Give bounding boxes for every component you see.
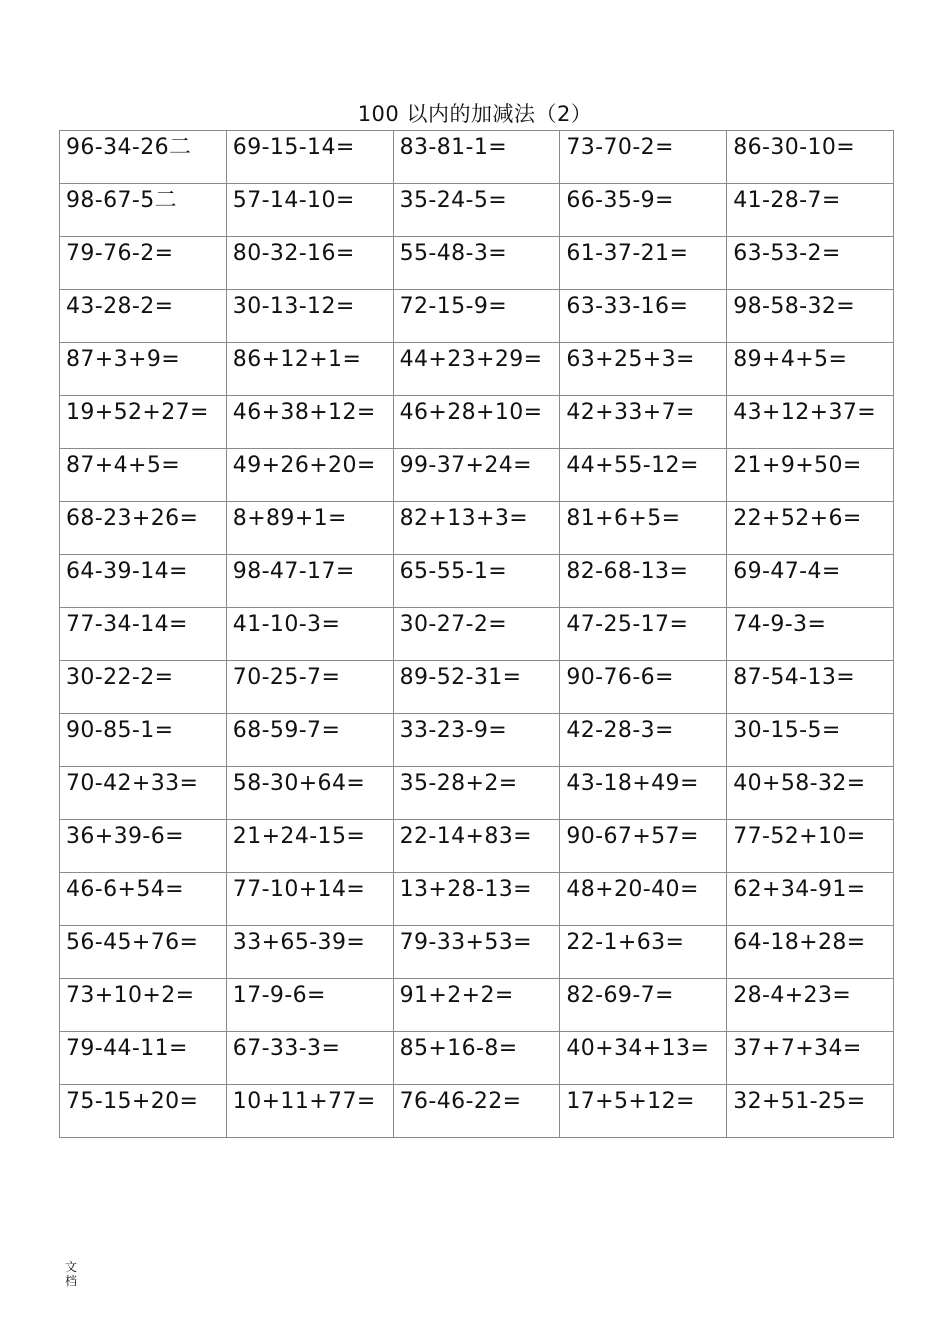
problem-cell <box>393 449 560 502</box>
problem-text: 82+13+3= <box>399 506 529 531</box>
problem-text: 99-37+24= <box>399 453 532 478</box>
problem-text: 28-4+23= <box>733 983 852 1008</box>
problem-text: 46+38+12= <box>232 400 376 425</box>
problem-text: 86-30-10= <box>733 135 856 160</box>
problem-text: 68-23+26= <box>66 506 199 531</box>
problem-cell <box>60 396 227 449</box>
problem-text: 17+5+12= <box>566 1089 695 1114</box>
problem-cell <box>393 1032 560 1085</box>
problem-text: 22-1+63= <box>566 930 685 955</box>
problem-text: 82-69-7= <box>566 983 674 1008</box>
problem-cell <box>226 555 393 608</box>
problem-cell <box>727 714 894 767</box>
footer-mark: 文档 <box>64 1260 77 1288</box>
problem-cell <box>226 1085 393 1138</box>
problem-text: 8+89+1= <box>232 506 347 531</box>
problem-text: 90-85-1= <box>66 718 174 743</box>
problem-row <box>60 184 894 237</box>
problem-row <box>60 926 894 979</box>
problem-cell <box>393 502 560 555</box>
problem-cell <box>226 449 393 502</box>
problem-cell <box>560 502 727 555</box>
page-title: 100 以内的加减法（2） <box>357 102 593 126</box>
problem-cell <box>560 1032 727 1085</box>
problem-cell <box>560 608 727 661</box>
problem-text: 89-52-31= <box>399 665 522 690</box>
problem-cell <box>226 608 393 661</box>
problem-cell <box>60 555 227 608</box>
problem-cell <box>727 608 894 661</box>
problem-text: 64-18+28= <box>733 930 866 955</box>
problem-text: 79-76-2= <box>66 241 174 266</box>
problem-text: 70-25-7= <box>232 665 341 690</box>
problem-text: 80-32-16= <box>232 241 355 266</box>
problem-row <box>60 714 894 767</box>
problem-text: 35-24-5= <box>399 188 508 213</box>
problem-row <box>60 661 894 714</box>
problem-cell <box>60 1085 227 1138</box>
problem-text: 83-81-1= <box>399 135 508 160</box>
problem-text: 21+24-15= <box>232 824 366 849</box>
problem-cell <box>727 184 894 237</box>
problem-cell <box>727 926 894 979</box>
problem-row <box>60 820 894 873</box>
problem-text: 30-15-5= <box>733 718 841 743</box>
problem-text: 98-47-17= <box>232 559 355 584</box>
problem-cell <box>727 820 894 873</box>
problem-text: 41-28-7= <box>733 188 841 213</box>
problem-text: 76-46-22= <box>399 1089 522 1114</box>
problem-cell <box>226 1032 393 1085</box>
problem-text: 74-9-3= <box>733 612 827 637</box>
problem-cell <box>560 184 727 237</box>
problem-text: 85+16-8= <box>399 1036 518 1061</box>
problem-text: 87+3+9= <box>66 347 181 372</box>
problem-text: 22+52+6= <box>733 506 862 531</box>
problem-cell <box>226 714 393 767</box>
problem-cell <box>393 184 560 237</box>
problem-text: 46+28+10= <box>399 400 543 425</box>
problem-row <box>60 555 894 608</box>
problem-text: 75-15+20= <box>66 1089 199 1114</box>
problem-cell <box>393 767 560 820</box>
problem-cell <box>560 714 727 767</box>
problem-cell <box>226 131 393 184</box>
problem-text: 58-30+64= <box>232 771 366 796</box>
problem-cell <box>60 502 227 555</box>
problem-text: 96-34-26二 <box>66 135 192 160</box>
problem-text: 73+10+2= <box>66 983 195 1008</box>
problem-cell <box>60 1032 227 1085</box>
problem-text: 56-45+76= <box>66 930 199 955</box>
problem-cell <box>727 1032 894 1085</box>
problem-text: 77-10+14= <box>232 877 366 902</box>
problem-text: 32+51-25= <box>733 1089 866 1114</box>
problem-text: 67-33-3= <box>232 1036 341 1061</box>
problem-text: 63-33-16= <box>566 294 689 319</box>
problem-cell <box>727 502 894 555</box>
problem-cell <box>560 873 727 926</box>
problem-text: 22-14+83= <box>399 824 532 849</box>
problem-cell <box>393 290 560 343</box>
problem-text: 30-27-2= <box>399 612 508 637</box>
problem-cell <box>727 449 894 502</box>
problem-cell <box>226 502 393 555</box>
problem-text: 89+4+5= <box>733 347 848 372</box>
problem-cell <box>226 343 393 396</box>
problem-text: 86+12+1= <box>232 347 362 372</box>
problem-text: 90-67+57= <box>566 824 699 849</box>
problem-cell <box>226 820 393 873</box>
problem-cell <box>393 1085 560 1138</box>
problem-cell <box>60 131 227 184</box>
problem-cell <box>560 820 727 873</box>
problem-text: 43+12+37= <box>733 400 877 425</box>
problem-text: 69-15-14= <box>232 135 355 160</box>
problem-cell <box>727 237 894 290</box>
problem-table <box>59 130 894 1138</box>
problem-text: 46-6+54= <box>66 877 184 902</box>
problem-text: 42-28-3= <box>566 718 674 743</box>
problem-cell <box>226 237 393 290</box>
problem-cell <box>60 979 227 1032</box>
problem-text: 77-34-14= <box>66 612 188 637</box>
problem-cell <box>560 237 727 290</box>
problem-cell <box>226 290 393 343</box>
problem-cell <box>560 661 727 714</box>
problem-text: 61-37-21= <box>566 241 689 266</box>
problem-text: 43-28-2= <box>66 294 174 319</box>
problem-cell <box>727 661 894 714</box>
problem-cell <box>393 237 560 290</box>
problem-text: 47-25-17= <box>566 612 689 637</box>
problem-row <box>60 343 894 396</box>
problem-text: 44+23+29= <box>399 347 543 372</box>
problem-text: 98-67-5二 <box>66 188 178 213</box>
problem-text: 44+55-12= <box>566 453 699 478</box>
problem-text: 43-18+49= <box>566 771 699 796</box>
problem-cell <box>60 873 227 926</box>
problem-text: 48+20-40= <box>566 877 699 902</box>
problem-row <box>60 873 894 926</box>
problem-text: 69-47-4= <box>733 559 841 584</box>
problem-cell <box>393 608 560 661</box>
problem-cell <box>727 873 894 926</box>
problem-text: 87-54-13= <box>733 665 856 690</box>
problem-cell <box>727 767 894 820</box>
problem-row <box>60 608 894 661</box>
problem-cell <box>60 608 227 661</box>
problem-text: 62+34-91= <box>733 877 866 902</box>
problem-text: 82-68-13= <box>566 559 689 584</box>
problem-cell <box>60 184 227 237</box>
problem-cell <box>226 396 393 449</box>
problem-text: 33+65-39= <box>232 930 366 955</box>
problem-cell <box>393 714 560 767</box>
problem-text: 72-15-9= <box>399 294 508 319</box>
problem-cell <box>393 820 560 873</box>
problem-cell <box>560 290 727 343</box>
problem-text: 87+4+5= <box>66 453 181 478</box>
problem-text: 81+6+5= <box>566 506 681 531</box>
problem-text: 13+28-13= <box>399 877 532 902</box>
problem-cell <box>560 343 727 396</box>
problem-table-body <box>60 131 894 1138</box>
problem-cell <box>560 926 727 979</box>
problem-cell <box>727 1085 894 1138</box>
problem-text: 40+34+13= <box>566 1036 710 1061</box>
problem-cell <box>727 131 894 184</box>
problem-text: 37+7+34= <box>733 1036 862 1061</box>
problem-text: 36+39-6= <box>66 824 184 849</box>
problem-text: 19+52+27= <box>66 400 209 425</box>
problem-text: 30-13-12= <box>232 294 355 319</box>
problem-cell <box>226 767 393 820</box>
problem-cell <box>560 979 727 1032</box>
problem-text: 21+9+50= <box>733 453 862 478</box>
problem-text: 68-59-7= <box>232 718 341 743</box>
problem-text: 66-35-9= <box>566 188 674 213</box>
problem-cell <box>727 343 894 396</box>
problem-cell <box>60 926 227 979</box>
problem-row <box>60 237 894 290</box>
problem-cell <box>727 290 894 343</box>
problem-cell <box>226 926 393 979</box>
problem-cell <box>560 767 727 820</box>
problem-cell <box>226 979 393 1032</box>
problem-cell <box>727 396 894 449</box>
problem-cell <box>60 290 227 343</box>
problem-text: 79-44-11= <box>66 1036 188 1061</box>
problem-text: 10+11+77= <box>232 1089 376 1114</box>
problem-cell <box>560 396 727 449</box>
problem-cell <box>60 714 227 767</box>
problem-text: 79-33+53= <box>399 930 532 955</box>
problem-cell <box>226 661 393 714</box>
problem-cell <box>560 1085 727 1138</box>
problem-cell <box>60 343 227 396</box>
problem-text: 91+2+2= <box>399 983 514 1008</box>
problem-text: 64-39-14= <box>66 559 188 584</box>
problem-text: 55-48-3= <box>399 241 508 266</box>
problem-cell <box>60 767 227 820</box>
problem-cell <box>393 343 560 396</box>
problem-text: 63-53-2= <box>733 241 841 266</box>
problem-text: 49+26+20= <box>232 453 376 478</box>
problem-cell <box>60 237 227 290</box>
problem-cell <box>393 396 560 449</box>
problem-row <box>60 1032 894 1085</box>
problem-cell <box>393 555 560 608</box>
problem-text: 63+25+3= <box>566 347 695 372</box>
problem-cell <box>560 449 727 502</box>
problem-cell <box>60 820 227 873</box>
problem-cell <box>727 979 894 1032</box>
problem-text: 30-22-2= <box>66 665 174 690</box>
problem-cell <box>60 449 227 502</box>
problem-cell <box>60 661 227 714</box>
problem-text: 35-28+2= <box>399 771 518 796</box>
problem-cell <box>393 661 560 714</box>
problem-text: 98-58-32= <box>733 294 856 319</box>
problem-text: 41-10-3= <box>232 612 341 637</box>
problem-row <box>60 449 894 502</box>
problem-text: 40+58-32= <box>733 771 866 796</box>
problem-text: 90-76-6= <box>566 665 674 690</box>
problem-text: 70-42+33= <box>66 771 199 796</box>
problem-row <box>60 396 894 449</box>
problem-row <box>60 290 894 343</box>
problem-cell <box>560 131 727 184</box>
problem-row <box>60 502 894 555</box>
problem-cell <box>393 873 560 926</box>
problem-cell <box>560 555 727 608</box>
problem-cell <box>226 184 393 237</box>
problem-row <box>60 1085 894 1138</box>
problem-row <box>60 767 894 820</box>
problem-text: 17-9-6= <box>232 983 326 1008</box>
problem-cell <box>393 979 560 1032</box>
problem-text: 73-70-2= <box>566 135 674 160</box>
problem-text: 57-14-10= <box>232 188 355 213</box>
problem-cell <box>727 555 894 608</box>
problem-text: 65-55-1= <box>399 559 508 584</box>
problem-cell <box>393 926 560 979</box>
problem-cell <box>393 131 560 184</box>
problem-text: 42+33+7= <box>566 400 695 425</box>
problem-text: 33-23-9= <box>399 718 508 743</box>
problem-text: 77-52+10= <box>733 824 866 849</box>
problem-row <box>60 131 894 184</box>
problem-row <box>60 979 894 1032</box>
problem-cell <box>226 873 393 926</box>
